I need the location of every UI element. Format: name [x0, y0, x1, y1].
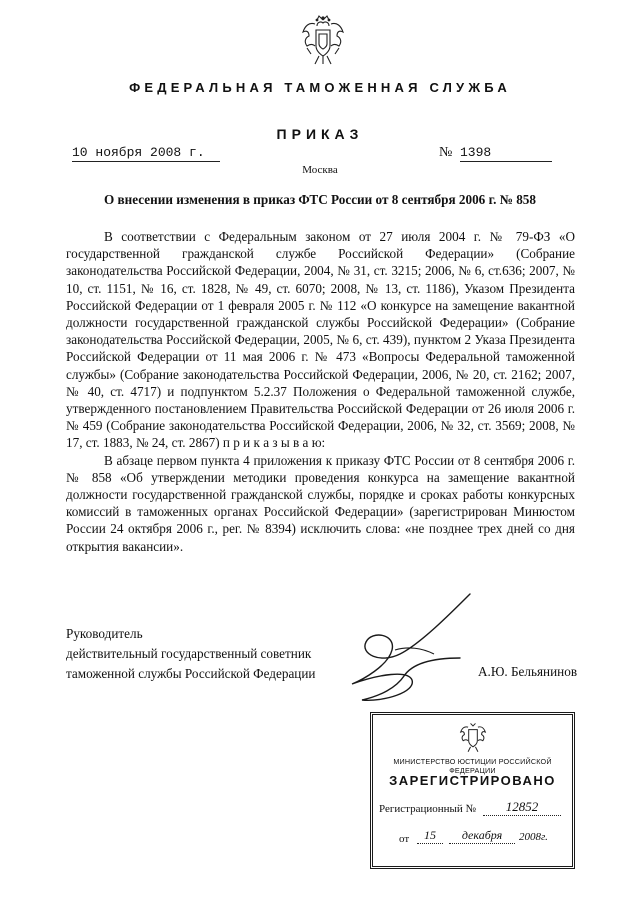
- document-type: ПРИКАЗ: [276, 126, 364, 142]
- stamp-coat-of-arms-icon: [459, 721, 487, 753]
- stamp-registered-label: ЗАРЕГИСТРИРОВАНО: [389, 773, 556, 788]
- signatory-name: А.Ю. Бельянинов: [478, 664, 578, 679]
- stamp-from-label: от: [399, 833, 410, 845]
- stamp-regno-value: 12852: [483, 799, 561, 816]
- signatory-role-line: Руководитель: [66, 626, 143, 641]
- stamp-ministry: МИНИСТЕРСТВО ЮСТИЦИИ РОССИЙСКОЙ ФЕДЕРАЦИИ: [393, 757, 552, 775]
- signatory-role: [66, 624, 315, 684]
- order-number: 1398: [460, 145, 552, 162]
- signatory-role-line: действительный государственный советник: [66, 646, 312, 661]
- city: Москва: [302, 164, 338, 176]
- order-title: О внесении изменения в приказ ФТС России от 8 сентября 2006 г. № 858: [104, 192, 536, 207]
- order-body: [66, 228, 575, 555]
- number-sign: №: [439, 145, 453, 160]
- agency-name: ФЕДЕРАЛЬНАЯ ТАМОЖЕННАЯ СЛУЖБА: [129, 80, 511, 95]
- coat-of-arms-icon: [301, 14, 345, 66]
- registration-stamp: [370, 712, 575, 869]
- body-paragraph: В соответствии с Федеральным законом от 27 июля 2004 г. № 79-ФЗ «О государственной гражданской службе Российской Федерации» (Собрание законодательства Российской Федерации, 2004, № 31, ст. 3215; 2006, № 6, ст.636; 2007, № 10, ст. 1151, № 16, ст. 1828, № 49, ст. 6070; 2008, № 13, ст. 1186), Указом Президента Российской Федерации от 1 февраля 2005 г. № 112 «О конкурсе на замещение вакантной должности государственной гражданской службы Российской Федерации» (Собрание законодательства Российской Федерации, 2005, № 6, ст. 439), пунктом 2 Указа Президента Российской Федерации от 11 мая 2006 г. № 473 «Вопросы Федеральной таможенной службы» (Собрание законодательства Российской Федерации, 2006, № 20, ст. 2162; 2007, № 40, ст. 4717) и подпунктом 5.2.37 Положения о Федеральной таможенной службе, утвержденного постановлением Правительства Российской Федерации от 26 июля 2006 г. № 459 (Собрание законодательства Российской Федерации, 2006, № 32, ст. 3569; 2008, № 17, ст. 1883, № 24, ст. 2867) п р и к а з ы в а ю:: [66, 229, 575, 451]
- stamp-regno-label: Регистрационный №: [379, 803, 477, 815]
- stamp-day: 15: [417, 828, 443, 844]
- order-date: 10 ноября 2008 г.: [72, 145, 220, 162]
- stamp-month: декабря: [449, 828, 515, 844]
- body-paragraph: В абзаце первом пункта 4 приложения к приказу ФТС России от 8 сентября 2006 г. № 858 «Об утверждении методики проведения конкурса на замещение вакантной должности государственной гражданской службы, порядке и сроках работы конкурсных комиссий в таможенных органах Российской Федерации» (зарегистрирован Минюстом России 24 октября 2006 г., рег. № 8394) исключить слова: «не позднее трех дней со дня открытия вакансии».: [66, 452, 575, 554]
- handwritten-signature: [300, 584, 500, 714]
- stamp-year: 2008г.: [519, 831, 548, 843]
- signatory-role-line: таможенной службы Российской Федерации: [66, 666, 316, 681]
